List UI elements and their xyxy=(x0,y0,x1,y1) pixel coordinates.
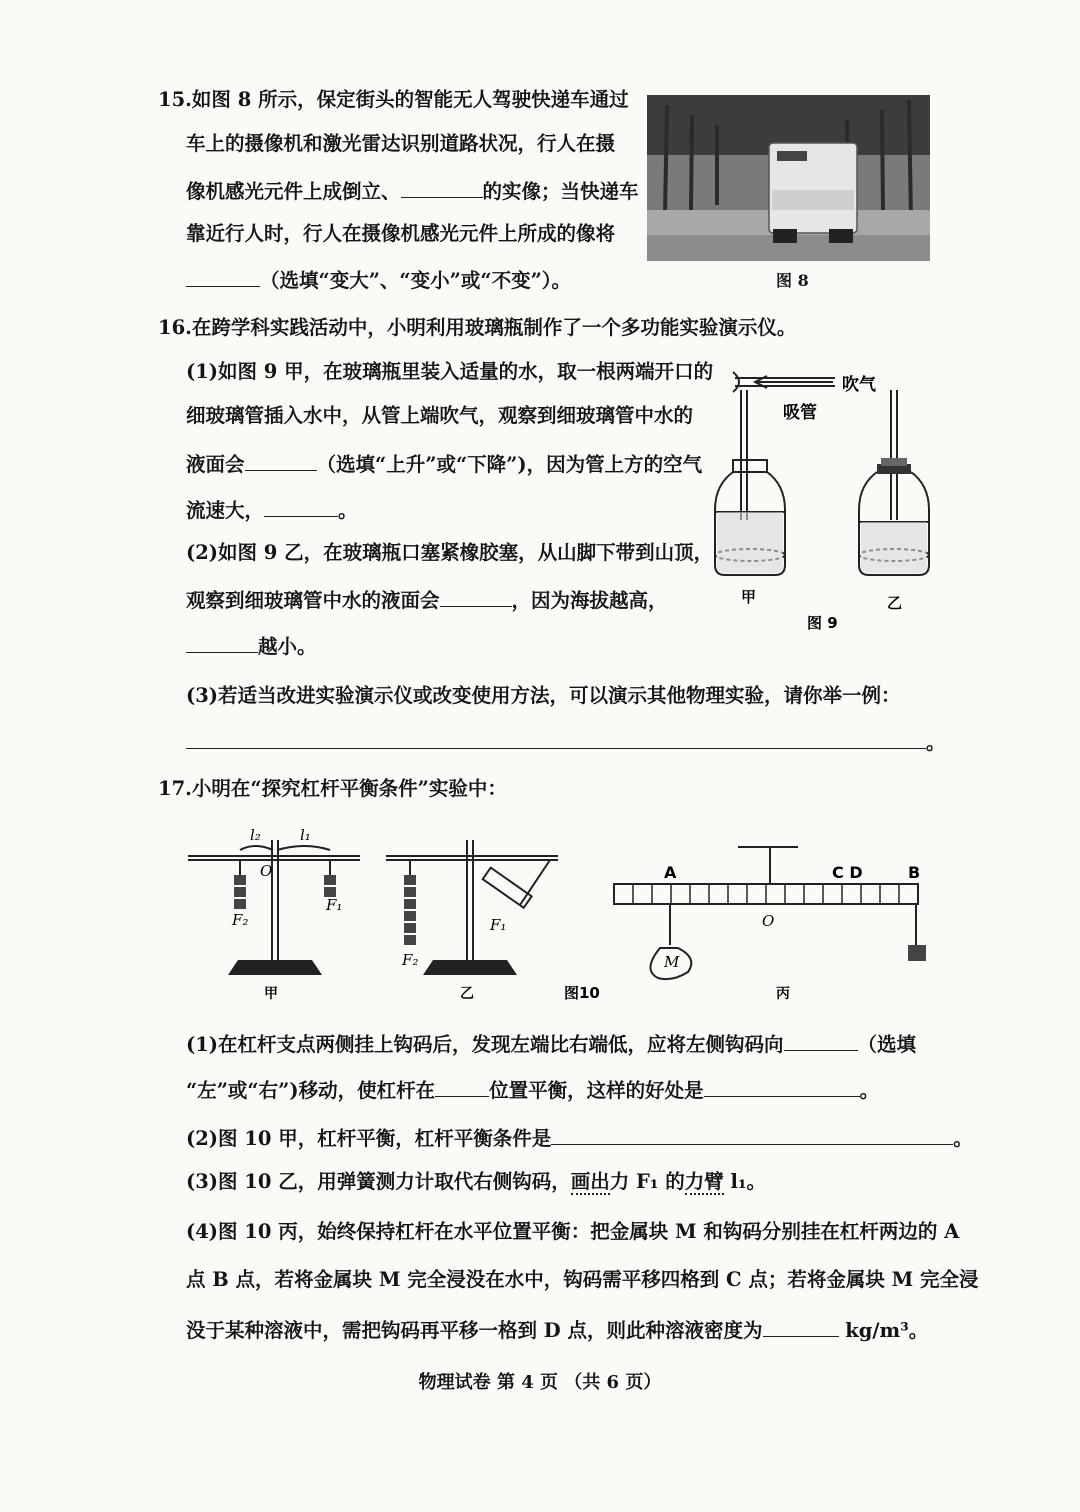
q17-blank-2[interactable] xyxy=(435,1076,489,1097)
figure-8-caption: 图 8 xyxy=(776,271,809,290)
q17-p4-line-1: (4)图 10 丙，始终保持杠杆在水平位置平衡：把金属块 M 和钩码分别挂在杠杆两边的 A xyxy=(186,1220,960,1243)
q16-blank-4[interactable] xyxy=(186,632,258,653)
fig10-yi-label: 乙 xyxy=(460,986,474,1002)
figure-9 xyxy=(705,360,935,640)
q16-p1-line-3: 液面会 （选填“上升”或“下降”)，因为管上方的空气 xyxy=(186,450,702,477)
fig10-yi-f1-label: F₁ xyxy=(490,916,507,934)
fig10-jia-label: 甲 xyxy=(264,986,278,1002)
q16-blank-1[interactable] xyxy=(245,450,317,471)
q16-p3-line-2: 。 xyxy=(186,728,946,755)
page-footer: 物理试卷 第 4 页 （共 6 页） xyxy=(418,1372,662,1393)
q15-line-3: 像机感光元件上成倒立、 的实像；当快递车 xyxy=(186,177,639,204)
fig9-jia-label: 甲 xyxy=(741,588,757,606)
q16-p1-line-4: 流速大， 。 xyxy=(186,496,358,523)
q16-p1-line-1: (1)如图 9 甲，在玻璃瓶里装入适量的水，取一根两端开口的 xyxy=(186,360,714,383)
q17-blank-3[interactable] xyxy=(704,1076,860,1097)
q15-line-4: 靠近行人时，行人在摄像机感光元件上所成的像将 xyxy=(186,222,616,245)
q16-p2-line-2: 观察到细玻璃管中水的液面会 ，因为海拔越高， xyxy=(186,586,668,613)
q15-line-2: 车上的摄像机和激光雷达识别道路状况，行人在摄 xyxy=(186,132,616,155)
emphasis-arm: 力臂 xyxy=(684,1170,724,1193)
q17-p4-line-3: 没于某种溶液中，需把钩码再平移一格到 D 点，则此种溶液密度为 kg/m³。 xyxy=(186,1316,928,1343)
q16-blank-5[interactable] xyxy=(186,728,926,749)
fig10-cd-label: C D xyxy=(832,863,863,882)
q17-p2-line: (2)图 10 甲，杠杆平衡，杠杆平衡条件是 。 xyxy=(186,1124,973,1151)
fig10-m-label: M xyxy=(664,953,680,971)
fig10-b-label: B xyxy=(908,863,921,882)
fig10-l2-label: l₂ xyxy=(250,826,261,844)
q16-p3-line-1: (3)若适当改进实验演示仪或改变使用方法，可以演示其他物理实验，请你举一例： xyxy=(186,684,901,707)
q17-blank-1[interactable] xyxy=(784,1030,858,1051)
q15-blank-2[interactable] xyxy=(186,266,260,287)
q17-p3-line: (3)图 10 乙，用弹簧测力计取代右侧钩码，画出力 F₁ 的力臂 l₁。 xyxy=(186,1170,766,1193)
q16-p2-line-1: (2)如图 9 乙，在玻璃瓶口塞紧橡胶塞，从山脚下带到山顶， xyxy=(186,541,714,564)
q17-blank-4[interactable] xyxy=(551,1124,953,1145)
straw-label: 吸管 xyxy=(783,403,817,423)
q17-p1-line-1: (1)在杠杆支点两侧挂上钩码后，发现左端比右端低，应将左侧钩码向 （选填 xyxy=(186,1030,916,1057)
fig10-a-label: A xyxy=(664,863,677,882)
fig10-bing-label: 丙 xyxy=(776,986,790,1002)
q16-p2-line-3: 越小。 xyxy=(186,632,317,659)
fig10-o-label: O xyxy=(260,862,273,880)
fig10-f2-label: F₂ xyxy=(232,911,249,929)
q17-p1-line-2: “左”或“右”)移动，使杠杆在 位置平衡，这样的好处是 。 xyxy=(186,1076,879,1103)
figure-9-caption: 图 9 xyxy=(807,614,838,632)
q16-line-1: 16.在跨学科实践活动中，小明利用玻璃瓶制作了一个多功能实验演示仪。 xyxy=(158,316,797,339)
fig10-yi-f2-label: F₂ xyxy=(402,951,419,969)
q17-line-1: 17.小明在“探究杠杆平衡条件”实验中： xyxy=(158,777,507,800)
q15-blank-1[interactable] xyxy=(401,177,483,198)
figure-10 xyxy=(180,820,940,1010)
q17-p4-line-2: 点 B 点，若将金属块 M 完全浸没在水中，钩码需平移四格到 C 点；若将金属块 M 完全浸 xyxy=(186,1268,979,1291)
q15-line-1: 15.如图 8 所示，保定街头的智能无人驾驶快递车通过 xyxy=(158,88,629,111)
delivery-vehicle-photo xyxy=(647,95,930,261)
q16-blank-3[interactable] xyxy=(440,586,512,607)
fig9-yi-label: 乙 xyxy=(887,594,903,612)
fig10-l1-label: l₁ xyxy=(300,826,311,844)
emphasis-draw: 画出 xyxy=(570,1170,610,1193)
q15-line-5: （选填“变大”、“变小”或“不变”）。 xyxy=(186,266,571,293)
fig10-f1-label: F₁ xyxy=(326,896,343,914)
q17-blank-5[interactable] xyxy=(763,1316,839,1337)
q16-p1-line-2: 细玻璃管插入水中，从管上端吹气，观察到细玻璃管中水的 xyxy=(186,404,694,427)
q16-blank-2[interactable] xyxy=(264,496,338,517)
blow-label: 吹气 xyxy=(842,375,876,395)
figure-10-caption: 图10 xyxy=(564,984,600,1002)
fig10-bing-o-label: O xyxy=(762,912,775,930)
